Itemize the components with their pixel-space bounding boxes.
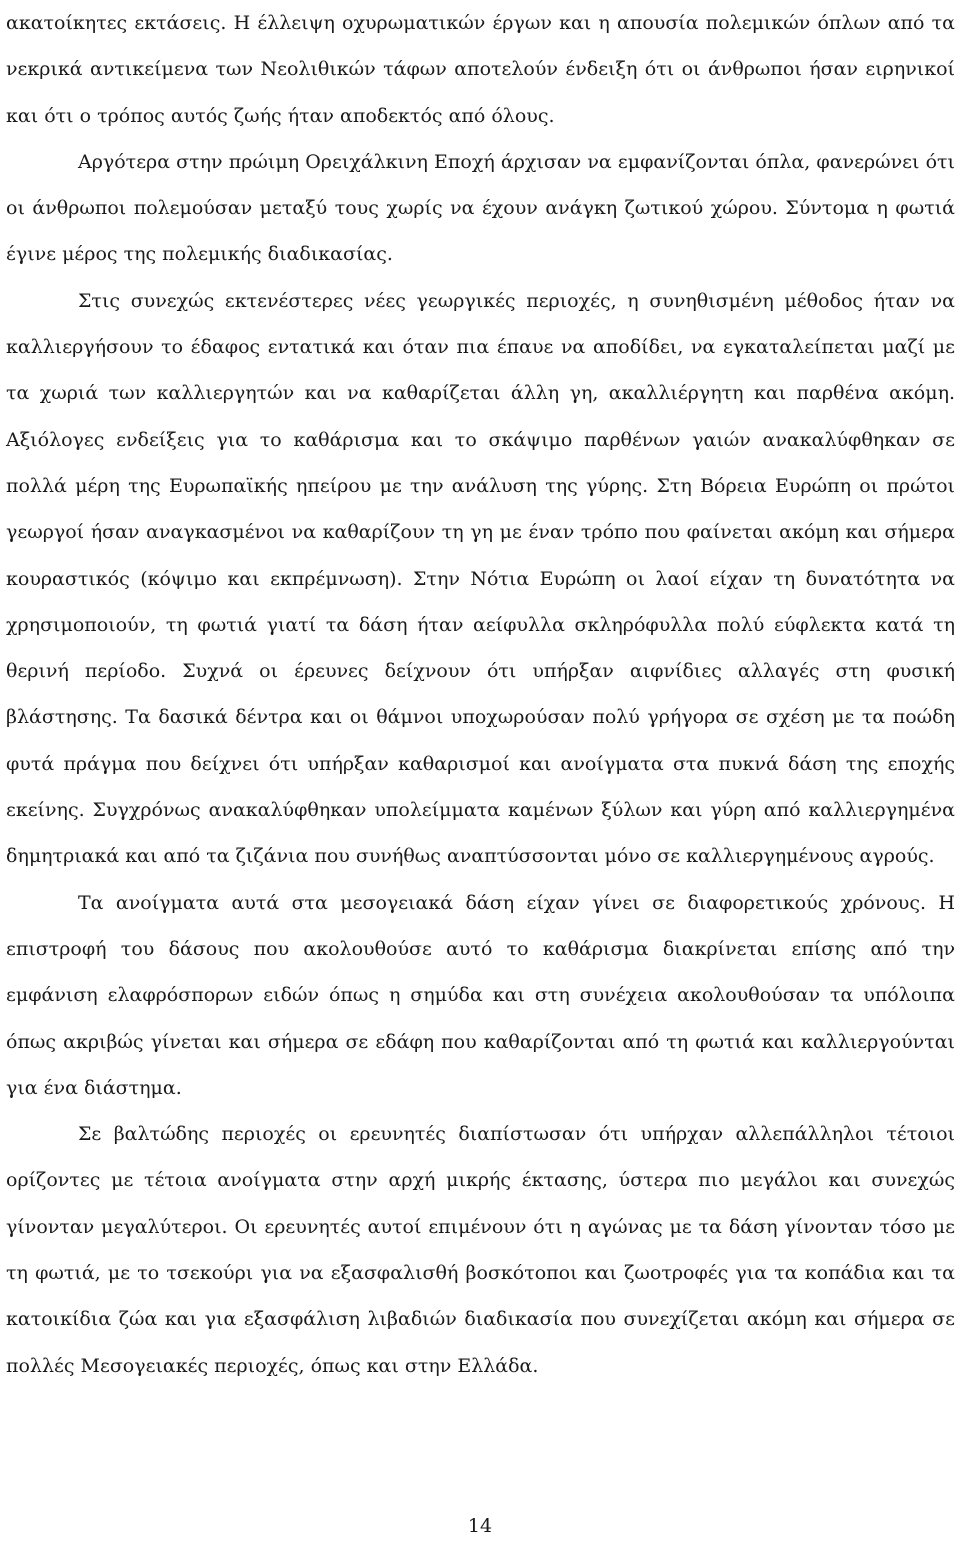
paragraph-marsh-regions: Σε βαλτώδης περιοχές οι ερευνητές διαπίστωσαν ότι υπήρχαν αλλεπάλληλοι τέτοιοι ορίζοντες με τέτοια ανοίγματα στην αρχή μικρής έκτασης, ύστερα πιο μεγάλοι και συνεχώς γίνονταν μεγαλύτεροι. Οι ερευνητές αυτοί επιμένουν ότι η αγώνας με τα δάση γίνονταν τόσο με τη φωτιά, με το τσεκούρι για να εξασφαλισθή βοσκότοποι και ζωοτροφές για τα κοπάδια και τα κατοικίδια ζώα και για εξασφάλιση λιβαδιών διαδικασία που συνεχίζεται ακόμη και σήμερα σε πολλές Μεσογειακές περιοχές, όπως και στην Ελλάδα.	[6, 1123, 955, 1377]
paragraph-mediterranean-forests: Τα ανοίγματα αυτά στα μεσογειακά δάση είχαν γίνει σε διαφορετικούς χρόνους. Η επιστροφή του δάσους που ακολουθούσε αυτό το καθάρισμα διακρίνεται επίσης από την εμφάνιση ελαφρόσπορων ειδών όπως η σημύδα και στη συνέχεια ακολουθούσαν τα υπόλοιπα όπως ακριβώς γίνεται και σήμερα σε εδάφη που καθαρίζονται από τη φωτιά και καλλιεργούνται για ένα διάστημα.	[6, 891, 955, 1099]
paragraph-bronze-age: Αργότερα στην πρώιμη Ορειχάλκινη Εποχή άρχισαν να εμφανίζονται όπλα, φανερώνει ότι οι άνθρωποι πολεμούσαν μεταξύ τους χωρίς να έχουν ανάγκη ζωτικού χώρου. Σύντομα η φωτιά έγινε μέρος της πολεμικής διαδικασίας.	[6, 150, 955, 266]
paragraph-agriculture: Στις συνεχώς εκτενέστερες νέες γεωργικές περιοχές, η συνηθισμένη μέθοδος ήταν να καλλιεργήσουν το έδαφος εντατικά και όταν πια έπαυε να αποδίδει, να εγκαταλείπεται μαζί με τα χωριά των καλλιεργητών και να καθαρίζεται άλλη γη, ακαλλιέργητη και παρθένα ακόμη. Αξιόλογες ενδείξεις για το καθάρισμα και το σκάψιμο παρθένων γαιών ανακαλύφθηκαν σε πολλά μέρη της Ευρωπαϊκής ηπείρου με την ανάλυση της γύρης. Στη Βόρεια Ευρώπη οι πρώτοι γεωργοί ήσαν αναγκασμένοι να καθαρίζουν τη γη με έναν τρόπο που φαίνεται ακόμη και σήμερα κουραστικός (κόψιμο και εκπρέμνωση). Στην Νότια Ευρώπη οι λαοί είχαν τη δυνατότητα να χρησιμοποιούν, τη φωτιά γιατί τα δάση ήταν αείφυλλα σκληρόφυλλα πολύ εύφλεκτα κατά τη θερινή περίοδο. Συχνά οι έρευνες δείχνουν ότι υπήρξαν αιφνίδιες αλλαγές στη φυσική βλάστησης. Τα δασικά δέντρα και οι θάμνοι υποχωρούσαν πολύ γρήγορα σε σχέση με τα ποώδη φυτά πράγμα που δείχνει ότι υπήρξαν καθαρισμοί και ανοίγματα στα πυκνά δάση της εποχής εκείνης. Συγχρόνως ανακαλύφθηκαν υπολείμματα καμένων ξύλων και γύρη από καλλιεργημένα δημητριακά και από τα ζιζάνια που συνήθως αναπτύσσονται μόνο σε καλλιεργημένους αγρούς.	[6, 289, 955, 868]
paragraph-continuation: ακατοίκητες εκτάσεις. Η έλλειψη οχυρωματικών έργων και η απουσία πολεμικών όπλων από τα νεκρικά αντικείμενα των Νεολιθικών τάφων αποτελούν ένδειξη ότι οι άνθρωποι ήσαν ειρηνικοί και ότι ο τρόπος αυτός ζωής ήταν αποδεκτός από όλους.	[6, 12, 955, 127]
document-page	[6, 0, 955, 1389]
page-number: 14	[467, 1515, 493, 1537]
